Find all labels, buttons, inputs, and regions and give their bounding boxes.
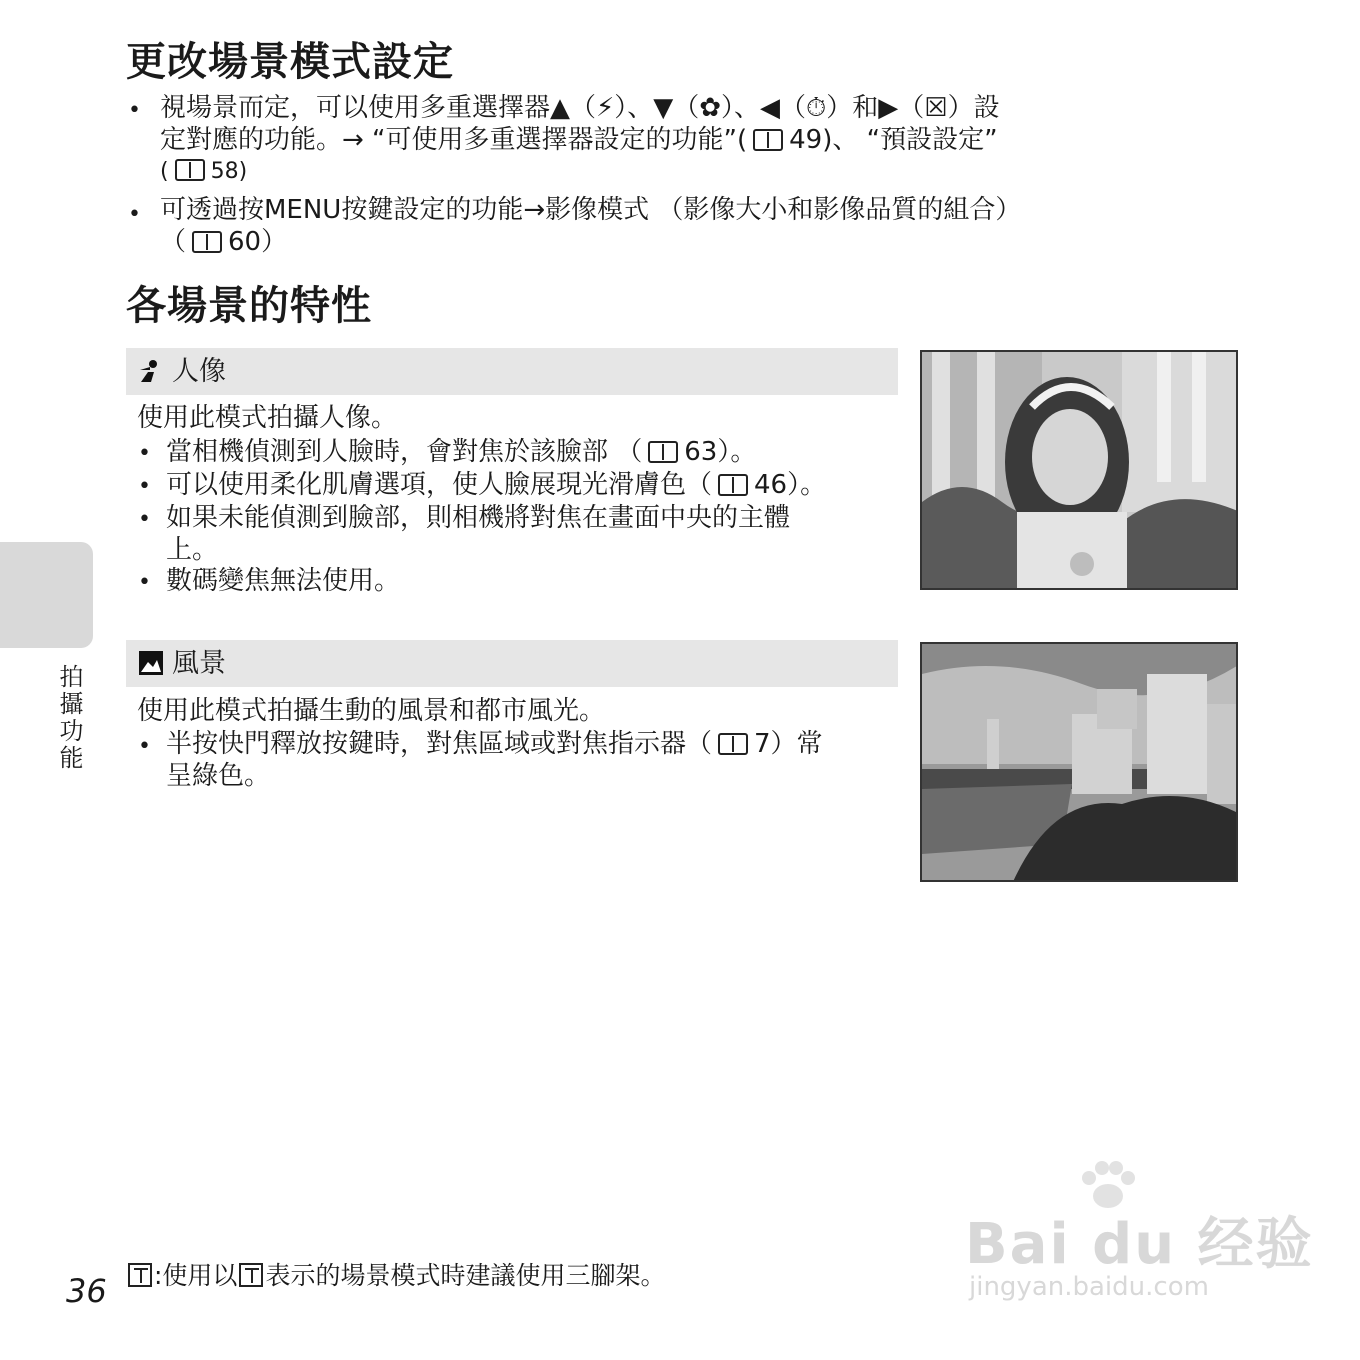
bullet-line: 視場景而定，可以使用多重選擇器▲（⚡）、▼（✿）、◀（⏱）和▶（☒）設 [160, 93, 1000, 123]
landscape-section-bar [126, 640, 898, 687]
bullet-dot: • [138, 570, 151, 595]
list-item: 半按快門釋放按鍵時，對焦區域或對焦指示器（ 7）常 呈綠色。 [166, 729, 823, 791]
portrait-section-bar [126, 348, 898, 395]
reference-book-icon [753, 129, 783, 151]
bullet-dot: • [138, 734, 151, 759]
bullet-multi-selector [160, 92, 1240, 188]
tripod-icon [128, 1263, 152, 1287]
reference-book-icon [192, 231, 222, 253]
bullet-line: （ 60） [160, 227, 288, 257]
chapter-side-tab [0, 542, 93, 648]
bullet-dot: • [138, 441, 151, 466]
reference-book-icon [718, 733, 748, 755]
landscape-section-title: 風景 [172, 648, 226, 679]
bullet-line: ( 58) [160, 159, 248, 184]
landscape-sample-photo [920, 642, 1238, 882]
bullet-dot: • [138, 507, 151, 532]
watermark-url: jingyan.baidu.com [969, 1272, 1209, 1302]
list-item: 如果未能偵測到臉部，則相機將對焦在畫面中央的主體 上。 [166, 503, 791, 565]
chapter-side-label: 拍攝功能 [55, 664, 83, 772]
portrait-intro: 使用此模式拍攝人像。 [137, 403, 398, 433]
bullet-dot: • [128, 98, 141, 123]
list-item: 當相機偵測到人臉時，會對焦於該臉部 （ 63）。 [166, 437, 757, 467]
watermark-brand: Bai du 经验 [965, 1212, 1314, 1277]
list-item: 數碼變焦無法使用。 [166, 566, 401, 596]
bullet-line: 可透過按MENU按鍵設定的功能→影像模式 （影像大小和影像品質的組合） [160, 195, 1022, 225]
reference-book-icon [718, 474, 748, 496]
landscape-mode-icon [138, 650, 164, 676]
page-title: 更改場景模式設定 [126, 39, 454, 85]
baidu-watermark [965, 1160, 1314, 1310]
bullet-menu-functions [160, 194, 1240, 258]
landscape-intro: 使用此模式拍攝生動的風景和都市風光。 [137, 696, 606, 726]
portrait-section-title: 人像 [172, 356, 226, 387]
bullet-line: 定對應的功能。→ “可使用多重選擇器設定的功能”( 49)、 “預設設定” [160, 125, 998, 155]
reference-book-icon [648, 441, 678, 463]
reference-book-icon [175, 159, 205, 181]
section-heading: 各場景的特性 [126, 283, 372, 329]
tripod-icon [239, 1263, 263, 1287]
tripod-note: :使用以 表示的場景模式時建議使用三腳架。 [126, 1260, 665, 1292]
bullet-dot: • [128, 202, 141, 227]
list-item: 可以使用柔化肌膚選項，使人臉展現光滑膚色（ 46）。 [166, 470, 827, 500]
page-number: 36 [66, 1272, 107, 1310]
bullet-dot: • [138, 474, 151, 499]
portrait-sample-photo [920, 350, 1238, 590]
portrait-mode-icon [138, 358, 164, 384]
